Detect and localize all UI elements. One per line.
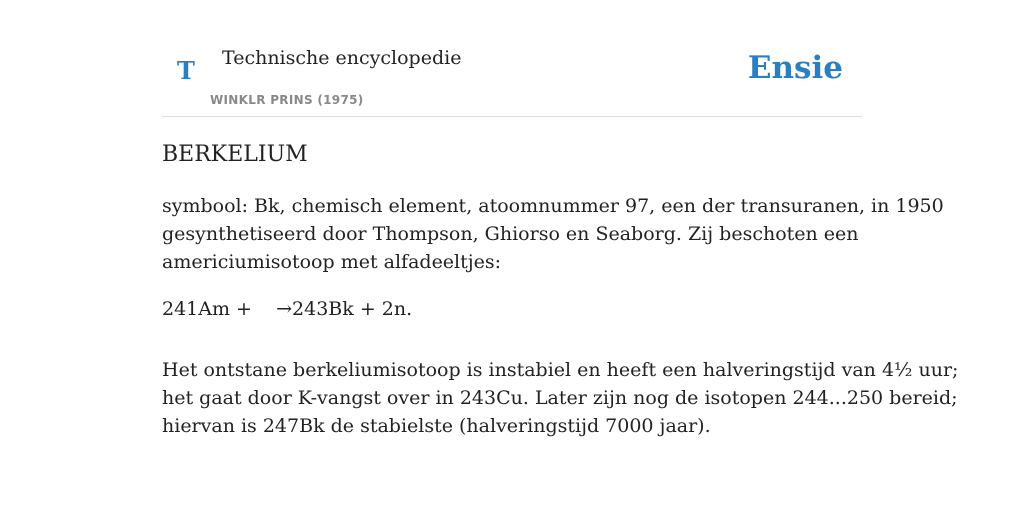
- article-paragraph-2: [162, 356, 959, 440]
- paragraph-line: Het ontstane berkeliumisotoop is instabiel en heeft een halveringstijd van 4½ uur;: [162, 359, 959, 381]
- paragraph-line: gesynthetiseerd door Thompson, Ghiorso en Seaborg. Zij beschoten een: [162, 223, 859, 245]
- article-headword: BERKELIUM: [162, 142, 308, 167]
- paragraph-line: symbool: Bk, chemisch element, atoomnummer 97, een der transuranen, in 1950: [162, 195, 944, 217]
- paragraph-line: americiumisotoop met alfadeeltjes:: [162, 251, 502, 273]
- brand-logo[interactable]: Ensie: [747, 50, 843, 86]
- article-paragraph-1: [162, 192, 944, 276]
- nuclear-reaction-formula: 241Am + →243Bk + 2n.: [162, 298, 413, 320]
- article-body: [162, 140, 959, 440]
- header: [162, 36, 862, 117]
- encyclopedia-logo[interactable]: T: [177, 56, 195, 85]
- paragraph-line: hiervan is 247Bk de stabielste (halveringstijd 7000 jaar).: [162, 415, 711, 437]
- paragraph-line: het gaat door K-vangst over in 243Cu. Later zijn nog de isotopen 244...250 bereid;: [162, 387, 958, 409]
- publisher-label: WINKLR PRINS (1975): [210, 93, 364, 107]
- encyclopedia-title-link[interactable]: Technische encyclopedie: [222, 47, 462, 69]
